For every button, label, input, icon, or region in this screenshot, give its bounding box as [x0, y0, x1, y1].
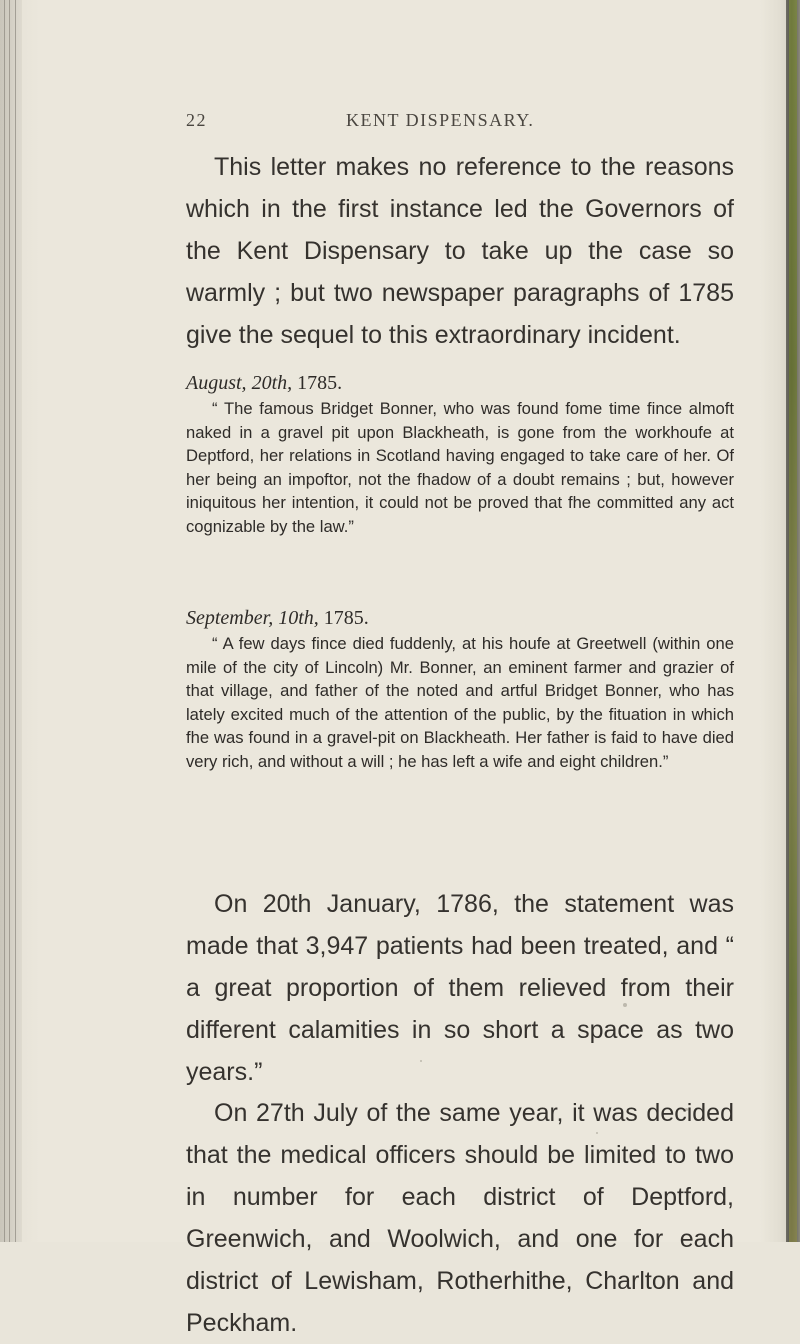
running-head-title: KENT DISPENSARY. [346, 110, 535, 130]
september-date-day: 10th, [278, 607, 319, 629]
august-entry [186, 369, 734, 539]
page-edge-tint [789, 0, 797, 1242]
august-date-day: 20th, [251, 372, 293, 394]
august-date-year: 1785. [297, 372, 343, 394]
september-entry [186, 604, 734, 774]
page-number: 22 [186, 110, 207, 130]
july-paragraph: On 27th July of the same year, it was decided that the medical officers should be limited to two in number for each district of Deptford, Greenwich, and Woolwich, and one for each district of Lewisham, Rotherhithe, Charlton and Peckham. [186, 1099, 734, 1337]
august-date-month: August, [186, 372, 247, 394]
september-date-year: 1785. [323, 607, 369, 629]
page-gutter [0, 0, 22, 1242]
intro-block [186, 146, 734, 356]
september-date [186, 604, 734, 632]
july-block [186, 1092, 734, 1344]
gutter-line [9, 0, 10, 1242]
gutter-line [4, 0, 5, 1242]
intro-paragraph: This letter makes no reference to the reasons which in the first instance led the Governors of the Kent Dispensary to take up the case so warmly ; but two newspaper paragraphs of 1785 give the sequel to this extraordinary incident. [186, 153, 734, 349]
august-quote: “ The famous Bridget Bonner, who was found fome time fince almoft naked in a gravel pit upon Blackheath, is gone from the workhoufe at Deptford, her relations in Scotland having engaged to take care of her. Of her being an impoftor, not the fhadow of a doubt remains ; but, however iniquitous her intention, it could not be proved that fhe committed any act cognizable by the law.” [186, 399, 734, 536]
august-date [186, 369, 734, 397]
january-block [186, 883, 734, 1093]
january-paragraph: On 20th January, 1786, the statement was made that 3,947 patients had been treated, and “ a great proportion of them relieved from their different calamities in so short a space as two years.” [186, 890, 734, 1086]
page-edge [786, 0, 800, 1242]
september-date-month: September, [186, 607, 274, 629]
gutter-line [15, 0, 16, 1242]
september-quote: “ A few days fince died fuddenly, at his houfe at Greetwell (within one mile of the city of Lincoln) Mr. Bonner, an eminent farmer and grazier of that village, and father of the noted and artful Bridget Bonner, who has lately excited much of the attention of the public, by the fituation in which fhe was found in a gravel-pit on Blackheath. Her father is faid to have died very rich, and without a will ; he has left a wife and eight children.” [186, 634, 734, 771]
